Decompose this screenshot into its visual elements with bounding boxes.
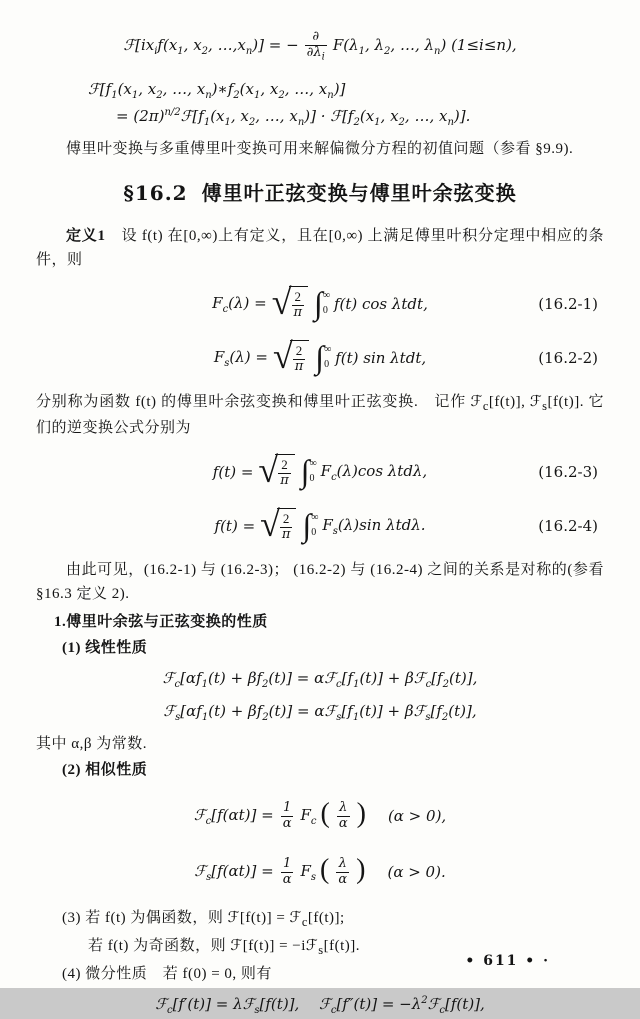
equation-rhs: $F_s(\lambda)\sin$ λtdλ. (322, 515, 426, 537)
equation-number: (16.2-1) (538, 295, 598, 314)
symmetry-paragraph: 由此可见，(16.2-1) 与 (16.2-3)； (16.2-2) 与 (16.2-4) 之间的关系是对称的(参看 §16.3 定义 2). (36, 562, 604, 603)
root-numerator: 2 (282, 511, 290, 527)
property-3-line2: 若 f(t) 为奇函数，则 ℱ[f(t)] = −iℱ$_s$[f(t)]. (88, 938, 360, 958)
integral-symbol: ∫ (300, 452, 310, 489)
fraction-denominator: $\partial\lambda_i$ (306, 44, 325, 63)
equation-lhs: $F_s(\lambda)$ = (213, 347, 268, 369)
lambda-over-alpha-fraction (336, 857, 349, 888)
sqrt-radical (258, 450, 294, 491)
root-numerator: 2 (295, 343, 303, 359)
equation-row (36, 450, 604, 494)
equation-number: (16.2-4) (538, 517, 598, 536)
integral-symbol: ∫ (314, 284, 323, 321)
similarity-eq-row (36, 850, 604, 894)
integral (300, 452, 317, 489)
radical-symbol: √ (258, 450, 279, 491)
sqrt-radical (271, 282, 308, 323)
equation-lhs: ℱ$_s$[f(αt)] = (194, 861, 274, 883)
lambda-over-alpha-fraction (337, 801, 350, 832)
left-paren: ( (320, 854, 330, 886)
integral-upper-limit: ∞ (309, 457, 317, 469)
partial-derivative-fraction (305, 30, 327, 63)
root-denominator: π (293, 305, 303, 321)
transform-symbol: $F_c$ (300, 805, 317, 827)
similarity-eq-row (36, 794, 604, 838)
fraction-numerator: λ (338, 855, 347, 871)
convolution-formula-line1: $ℱ[f_1(x_1$, $x_2$, …, $x_n)∗f_2(x_1$, $x_2$, …, $x_n$)] (88, 80, 346, 102)
equation-row (36, 282, 604, 326)
property-4-label: (4) 微分性质 若 f(0) = 0, 则有 (62, 966, 272, 983)
linear-property-eq2: $ℱ_s[\alpha f_1(t) + \beta f_2(t)]$ = $\alpha ℱ_s[f_1(t)]$ + $\beta ℱ_s[f_2(t)]$, (163, 702, 477, 724)
root-denominator: π (294, 359, 304, 375)
root-denominator: π (281, 527, 291, 543)
property-2-label: (2) 相似性质 (62, 762, 148, 779)
integral-lower-limit: 0 (309, 473, 315, 485)
definition-label: 定义1 (66, 228, 106, 245)
definition-paragraph (36, 224, 604, 272)
integral-lower-limit: 0 (324, 359, 330, 371)
equation-lhs: ℱ$_c$[f(αt)] = (193, 805, 274, 827)
equation-rhs: $F_c(\lambda)\cos$ λtdλ, (320, 461, 428, 483)
integral-upper-limit: ∞ (322, 289, 330, 301)
integral-lower-limit: 0 (311, 527, 317, 539)
derivative-formula (36, 30, 604, 63)
formula-text: $F(\lambda_1$, $\lambda_2$, …, $\lambda_n$) (1≤i≤n), (332, 36, 517, 58)
fraction-denominator: α (282, 815, 292, 831)
equation-number: (16.2-2) (538, 349, 598, 368)
root-denominator: π (280, 473, 289, 489)
equation-lhs: f(t) = (212, 463, 254, 482)
one-over-alpha-fraction (281, 857, 294, 888)
formula-text: $ℱ[ix_if(x_1$, $x_2$, $\dots,x_n$)] = − (123, 36, 299, 58)
root-numerator: 2 (281, 457, 288, 473)
integral-lower-limit: 0 (322, 305, 328, 317)
integral-symbol: ∫ (315, 338, 325, 375)
integral-upper-limit: ∞ (324, 343, 332, 355)
fraction-denominator: α (338, 815, 348, 831)
equation-lhs: f(t) = (214, 517, 256, 536)
linear-property-eq1: $ℱ_c[\alpha f_1(t) + \beta f_2(t)]$ = $\alpha ℱ_c[f_1(t)]$ + $\beta ℱ_c[f_2(t)]$, (162, 669, 478, 691)
differentiation-property-eq: ℱ$_c$[f′(t)] = λℱ$_s$[f(t)], ℱ$_c$[f″(t)] = $-\lambda^2ℱ_c[f(t)]$, (155, 995, 485, 1017)
transform-names-paragraph: 分别称为函数 f(t) 的傅里叶余弦变换和傅里叶正弦变换. 记作 ℱ$_c$[f(t)], ℱ$_s$[f(t)]. 它们的逆变换公式分别为 (36, 394, 604, 437)
page-number: • 611 • · (465, 952, 550, 969)
integral (302, 506, 319, 543)
right-paren: ) (356, 854, 366, 886)
equation-row (36, 336, 604, 380)
right-paren: ) (356, 798, 366, 830)
integral (314, 284, 330, 321)
condition-text: (α > 0). (387, 863, 446, 882)
intro-paragraph: 傅里叶变换与多重傅里叶变换可用来解偏微分方程的初值问题（参看 §9.9). (66, 141, 574, 158)
fraction-numerator: 1 (282, 855, 292, 871)
equation-row (36, 504, 604, 548)
fraction-numerator: 1 (282, 799, 292, 815)
equation-lhs: $F_c(\lambda)$ = (212, 293, 267, 315)
properties-title: 1.傅里叶余弦与正弦变换的性质 (54, 614, 268, 631)
fraction-denominator: α (338, 871, 348, 887)
condition-text: (α > 0), (387, 807, 447, 826)
definition-text: 设 f(t) 在[0,∞)上有定义，且在[0,∞) 上满足傅里叶积分定理中相应的条件，则 (36, 228, 604, 269)
integral (315, 338, 332, 375)
constants-note: 其中 α,β 为常数. (36, 736, 147, 753)
section-title: 傅里叶正弦变换与傅里叶余弦变换 (201, 183, 517, 206)
one-over-alpha-fraction (281, 801, 294, 832)
equation-rhs: f(t) sin λtdt, (335, 349, 427, 368)
fraction-numerator: λ (339, 799, 348, 815)
sqrt-radical (272, 336, 309, 377)
fraction-numerator: ∂ (312, 29, 320, 44)
root-numerator: 2 (294, 289, 302, 305)
integral-upper-limit: ∞ (311, 511, 319, 523)
sqrt-radical (260, 504, 296, 545)
radical-symbol: √ (272, 336, 293, 377)
radical-symbol: √ (271, 282, 292, 323)
section-number: §16.2 (123, 181, 188, 206)
radical-symbol: √ (260, 504, 280, 545)
convolution-formula-line2: = $(2\pi)^{n/2}ℱ[f_1(x_1$, $x_2$, …, $x_n$)] · $ℱ[f_2(x_1$, $x_2$, …, $x_n$)]. (116, 107, 471, 129)
property-3-line1: (3) 若 f(t) 为偶函数，则 ℱ[f(t)] = ℱ$_c$[f(t)]; (62, 910, 345, 930)
equation-number: (16.2-3) (538, 463, 598, 482)
integral-symbol: ∫ (302, 506, 312, 543)
transform-symbol: $F_s$ (300, 861, 317, 883)
left-paren: ( (320, 798, 330, 830)
fraction-denominator: α (282, 871, 292, 887)
equation-rhs: f(t) cos λtdt, (333, 295, 428, 314)
section-heading (36, 177, 604, 210)
property-1-label: (1) 线性性质 (62, 640, 148, 657)
